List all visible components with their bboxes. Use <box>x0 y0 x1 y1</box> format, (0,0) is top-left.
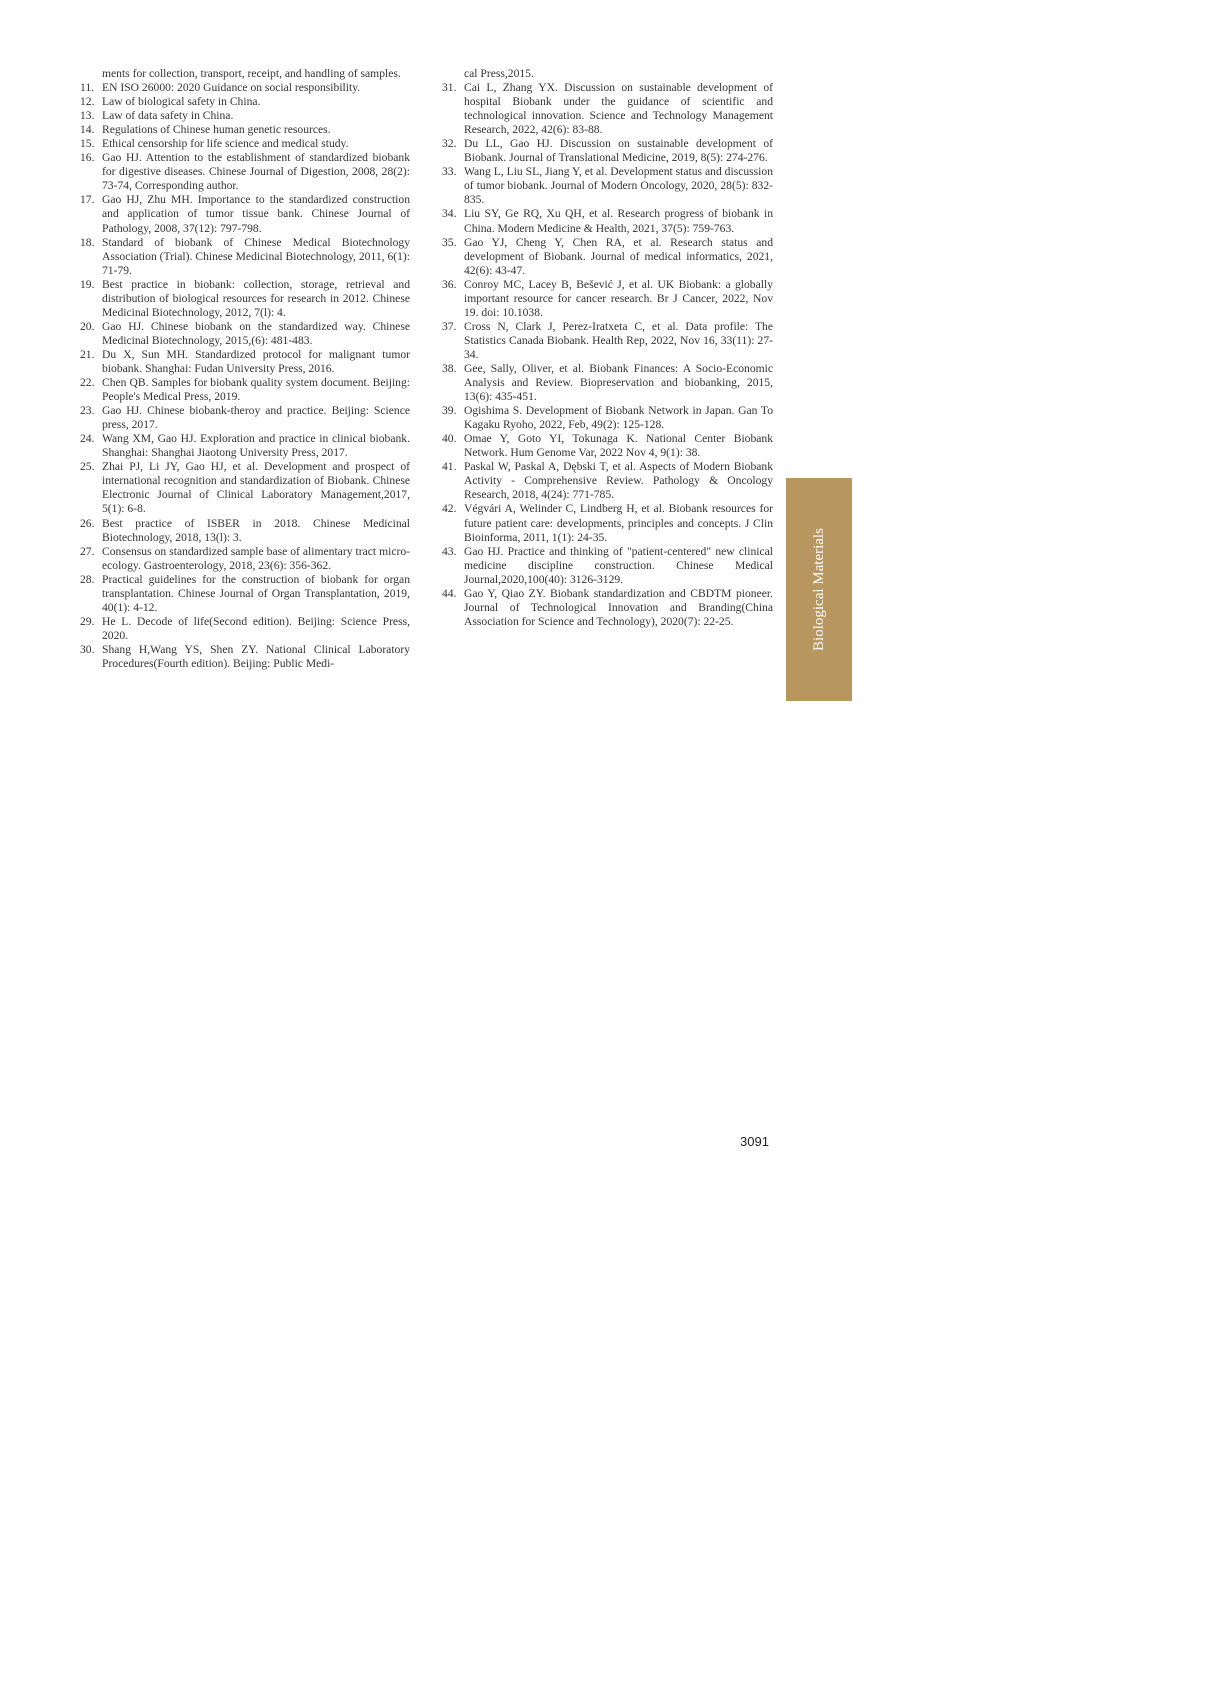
reference-item <box>80 123 410 137</box>
reference-number: 30. <box>80 642 95 656</box>
section-side-tab <box>786 478 852 701</box>
reference-number: 44. <box>442 586 457 600</box>
reference-number: 35. <box>442 235 457 249</box>
reference-text: Practical guidelines for the construction of biobank for organ transplantation. Chinese Journal of Organ Transplantation, 2019, 40(1): 4-12. <box>102 572 410 614</box>
reference-item <box>80 278 410 320</box>
reference-number: 16. <box>80 151 95 165</box>
reference-text: Conroy MC, Lacey B, Bešević J, et al. UK Biobank: a globally important resource for cancer research. Br J Cancer, 2022, Nov 19. doi: 10.1038. <box>464 277 773 319</box>
reference-item <box>442 320 773 362</box>
reference-item <box>80 432 410 460</box>
reference-text: Best practice of ISBER in 2018. Chinese Medicinal Biotechnology, 2018, 13(l): 3. <box>102 516 410 544</box>
reference-number: 23. <box>80 404 95 418</box>
reference-item <box>80 151 410 193</box>
reference-item <box>80 348 410 376</box>
reference-text: Gao HJ. Chinese biobank on the standardized way. Chinese Medicinal Biotechnology, 2015,(6): 481-483. <box>102 319 410 347</box>
reference-text: Law of biological safety in China. <box>102 95 261 109</box>
reference-text: Ogishima S. Development of Biobank Network in Japan. Gan To Kagaku Ryoho, 2022, Feb, 49(2): 125-128. <box>464 404 773 432</box>
reference-text: Cai L, Zhang YX. Discussion on sustainable development of hospital Biobank under the guidance of scientific and technological innovation. Science and Technology Management Research, 2022, 42(6): 83-88. <box>464 81 773 137</box>
reference-item <box>80 109 410 123</box>
reference-text: Best practice in biobank: collection, storage, retrieval and distribution of biological resources for research in 2012. Chinese Medicinal Biotechnology, 2012, 7(l): 4. <box>102 277 410 319</box>
reference-text: Cross N, Clark J, Perez-Iratxeta C, et al. Data profile: The Statistics Canada Biobank. Health Rep, 2022, Nov 16, 33(11): 27-34. <box>464 319 773 361</box>
reference-text: Ethical censorship for life science and medical study. <box>102 137 349 151</box>
reference-text: Gee, Sally, Oliver, et al. Biobank Finances: A Socio-Economic Analysis and Review. Biopreservation and biobanking, 2015, 13(6): 435-451. <box>464 361 773 404</box>
reference-item <box>80 376 410 404</box>
reference-number: 29. <box>80 614 95 628</box>
reference-text: Végvári A, Welinder C, Lindberg H, et al. Biobank resources for future patient care: developments, principles and concepts. J Clin Bioinforma, 2011, 1(1): 24-35. <box>464 502 773 544</box>
reference-item <box>442 81 773 137</box>
reference-text: Paskal W, Paskal A, Dębski T, et al. Aspects of Modern Biobank Activity - Comprehensive Review. Pathology & Oncology Research, 2018, 4(24): 771-785. <box>464 460 773 502</box>
reference-continuation: cal Press,2015. <box>464 67 534 80</box>
reference-item <box>80 615 410 643</box>
reference-number: 14. <box>80 123 95 137</box>
reference-item <box>442 460 773 502</box>
reference-item <box>80 545 410 573</box>
page-number: 3091 <box>740 1134 769 1149</box>
reference-item <box>80 404 410 432</box>
reference-number: 28. <box>80 572 95 586</box>
reference-text: Shang H,Wang YS, Shen ZY. National Clinical Laboratory Procedures(Fourth edition). Beijing: Public Medi- <box>102 642 410 670</box>
reference-list-left <box>80 81 410 671</box>
reference-text: Gao Y, Qiao ZY. Biobank standardization and CBDTM pioneer. Journal of Technological Innovation and Branding(China Association for Science and Technology), 2020(7): 22-25. <box>464 586 773 628</box>
reference-text: Gao HJ. Practice and thinking of "patient-centered" new clinical medicine discipline construction. Chinese Medical Journal,2020,100(40): 3126-3129. <box>464 544 773 586</box>
reference-item <box>80 95 410 109</box>
reference-number: 24. <box>80 432 95 446</box>
reference-number: 39. <box>442 404 457 418</box>
reference-text: Consensus on standardized sample base of alimentary tract micro-ecology. Gastroenterology, 2018, 23(6): 356-362. <box>102 544 410 572</box>
reference-text: Chen QB. Samples for biobank quality system document. Beijing: People's Medical Press, 2019. <box>102 376 410 404</box>
reference-text: Du LL, Gao HJ. Discussion on sustainable development of Biobank. Journal of Translational Medicine, 2019, 8(5): 274-276. <box>464 137 773 165</box>
reference-item <box>442 502 773 544</box>
reference-text: Wang XM, Gao HJ. Exploration and practice in clinical biobank. Shanghai: Shanghai Jiaotong University Press, 2017. <box>102 432 410 460</box>
reference-continuation: ments for collection, transport, receipt, and handling of samples. <box>102 67 401 80</box>
reference-item <box>80 643 410 671</box>
reference-number: 13. <box>80 109 95 123</box>
reference-item <box>80 81 410 95</box>
reference-number: 43. <box>442 544 457 558</box>
reference-item <box>80 573 410 615</box>
reference-number: 32. <box>442 137 457 151</box>
reference-number: 22. <box>80 376 95 390</box>
reference-number: 34. <box>442 207 457 221</box>
section-side-tab-label: Biological Materials <box>810 528 827 651</box>
reference-text: Du X, Sun MH. Standardized protocol for malignant tumor biobank. Shanghai: Fudan University Press, 2016. <box>102 347 410 375</box>
reference-text: Law of data safety in China. <box>102 109 234 123</box>
reference-number: 42. <box>442 502 457 516</box>
reference-text: He L. Decode of life(Second edition). Beijing: Science Press, 2020. <box>102 614 410 642</box>
reference-item <box>442 432 773 460</box>
reference-text: Gao HJ, Zhu MH. Importance to the standardized construction and application of tumor tissue bank. Chinese Journal of Pathology, 2008, 37(12): 797-798. <box>102 193 410 235</box>
reference-number: 20. <box>80 319 95 333</box>
references-left-column <box>80 67 410 671</box>
reference-item <box>80 460 410 516</box>
reference-text: Zhai PJ, Li JY, Gao HJ, et al. Development and prospect of international recognition and standardization of Biobank. Chinese Electronic Journal of Clinical Laboratory Management,2017, 5(1): 6-8. <box>102 460 410 516</box>
reference-number: 19. <box>80 277 95 291</box>
reference-list-right <box>442 81 773 629</box>
reference-text: Standard of biobank of Chinese Medical Biotechnology Association (Trial). Chinese Medicinal Biotechnology, 2011, 6(1): 71-79. <box>102 235 410 277</box>
reference-item <box>80 137 410 151</box>
reference-number: 31. <box>442 81 457 95</box>
reference-text: EN ISO 26000: 2020 Guidance on social responsibility. <box>102 81 361 95</box>
reference-item <box>80 193 410 235</box>
references-right-column <box>442 67 773 629</box>
reference-number: 21. <box>80 347 95 361</box>
reference-item <box>80 517 410 545</box>
reference-item <box>442 545 773 587</box>
reference-number: 38. <box>442 361 457 375</box>
reference-text: Gao HJ. Attention to the establishment of standardized biobank for digestive diseases. Chinese Journal of Digestion, 2008, 28(2): 73-74, Corresponding author. <box>102 151 410 193</box>
reference-text: Gao YJ, Cheng Y, Chen RA, et al. Research status and development of Biobank. Journal of medical informatics, 2021, 42(6): 43-47. <box>464 235 773 277</box>
reference-number: 26. <box>80 516 95 530</box>
reference-text: Omae Y, Goto YI, Tokunaga K. National Center Biobank Network. Hum Genome Var, 2022 Nov 4, 9(1): 38. <box>464 432 773 460</box>
reference-number: 27. <box>80 544 95 558</box>
reference-item <box>442 587 773 629</box>
reference-number: 36. <box>442 277 457 291</box>
reference-item <box>80 320 410 348</box>
reference-item <box>442 165 773 207</box>
reference-number: 17. <box>80 193 95 207</box>
reference-item <box>442 207 773 235</box>
reference-number: 11. <box>80 81 95 95</box>
reference-text: Regulations of Chinese human genetic resources. <box>102 123 331 137</box>
reference-number: 18. <box>80 235 95 249</box>
reference-item <box>442 137 773 165</box>
reference-item <box>80 236 410 278</box>
reference-number: 12. <box>80 95 95 109</box>
reference-item <box>442 236 773 278</box>
reference-text: Liu SY, Ge RQ, Xu QH, et al. Research progress of biobank in China. Modern Medicine & Health, 2021, 37(5): 759-763. <box>464 207 773 235</box>
reference-text: Gao HJ. Chinese biobank-theroy and practice. Beijing: Science press, 2017. <box>102 404 410 432</box>
reference-item <box>442 404 773 432</box>
reference-number: 25. <box>80 460 95 474</box>
reference-number: 40. <box>442 432 457 446</box>
reference-item <box>442 362 773 404</box>
reference-number: 37. <box>442 319 457 333</box>
reference-item <box>442 278 773 320</box>
reference-text: Wang L, Liu SL, Jiang Y, et al. Development status and discussion of tumor biobank. Journal of Modern Oncology, 2020, 28(5): 832-835. <box>464 165 773 207</box>
reference-number: 41. <box>442 460 457 474</box>
reference-number: 33. <box>442 165 457 179</box>
reference-number: 15. <box>80 137 95 151</box>
